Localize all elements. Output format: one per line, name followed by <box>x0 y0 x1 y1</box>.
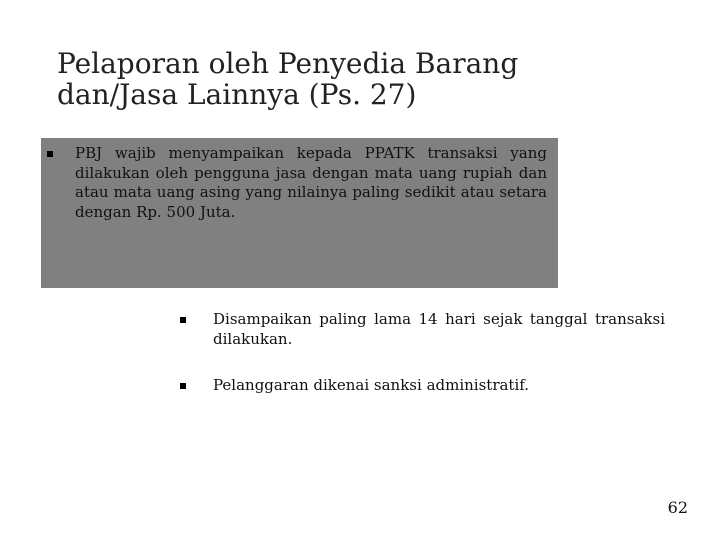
page-number: 62 <box>667 498 688 517</box>
sub-bullet-item <box>180 310 665 349</box>
square-bullet-icon <box>180 317 186 323</box>
slide-title <box>57 48 657 110</box>
main-bullet-text: PBJ wajib menyampaikan kepada PPATK transaksi yang dilakukan oleh pengguna jasa dengan mata uang rupiah dan atau mata uang asing yang nilainya paling sedikit atau setara dengan Rp. 500 Juta. <box>75 144 547 221</box>
square-bullet-icon <box>180 383 186 389</box>
sub-bullet-item <box>180 376 665 396</box>
title-line-1: Pelaporan oleh Penyedia Barang <box>57 47 519 80</box>
square-bullet-icon <box>47 151 53 157</box>
title-line-2: dan/Jasa Lainnya (Ps. 27) <box>57 78 417 111</box>
main-bullet-item <box>47 144 547 222</box>
sub-bullet-text: Pelanggaran dikenai sanksi administratif. <box>213 376 530 394</box>
sub-bullet-text: Disampaikan paling lama 14 hari sejak tanggal transaksi dilakukan. <box>213 310 665 348</box>
